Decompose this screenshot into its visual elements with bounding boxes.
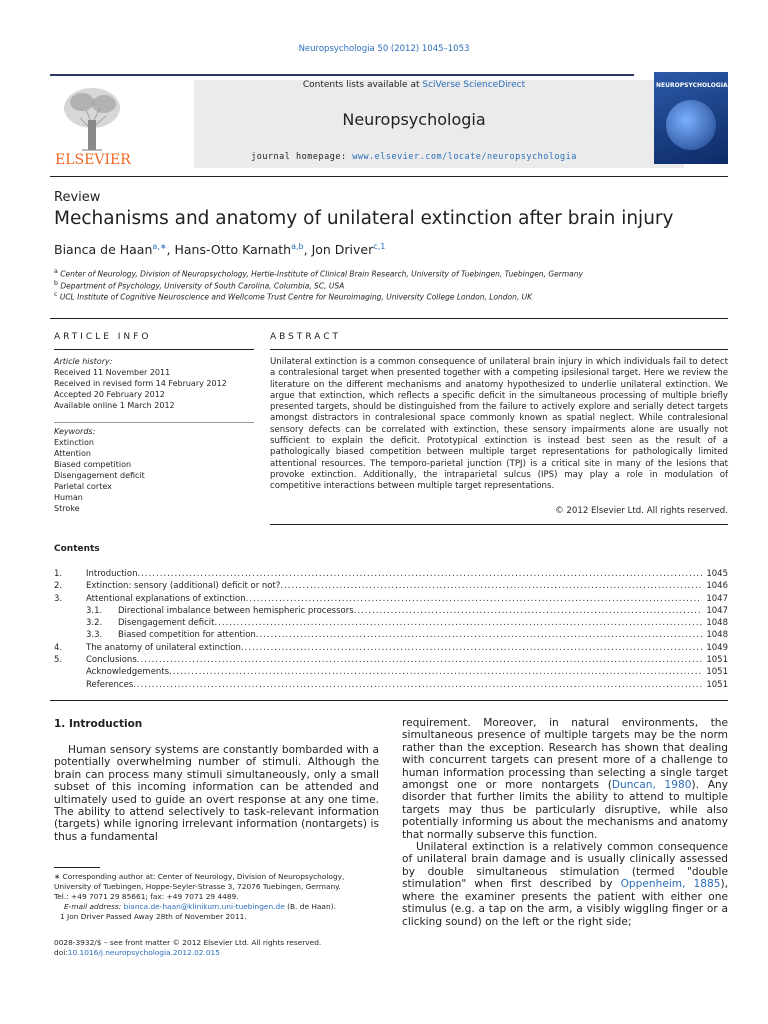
toc-leader	[133, 679, 702, 691]
toc-leader	[169, 666, 702, 678]
footnotes	[54, 872, 379, 922]
contents-heading: Contents	[54, 544, 100, 554]
toc-indent	[54, 605, 86, 617]
footnote-tel: Tel.: +49 7071 29 85661; fax: +49 7071 29 4489.	[54, 892, 239, 901]
abstract-copyright: © 2012 Elsevier Ltd. All rights reserved.	[555, 506, 728, 516]
publisher-logo-text: ELSEVIER	[55, 152, 131, 168]
toc-number: 3.1.	[86, 605, 103, 616]
cover-brain-image	[666, 100, 716, 150]
footnote-corresponding: ∗ Corresponding author at: Center of Neurology, Division of Neuropsychology, University of Tuebingen, Hoppe-Seyler-Strasse 3, 72076 Tuebingen, Germany.	[54, 872, 345, 891]
toc-label: Disengagement deficit	[118, 618, 215, 629]
toc-number: 3.2.	[86, 618, 103, 629]
abstract-rule	[270, 349, 728, 350]
author-list: Bianca de Haan$^{a,∗}$, Hans-Otto Karnath$^{a,b}$, Jon Driver$^{c,1}$	[54, 242, 386, 258]
paragraph: requirement. Moreover, in natural environments, the simultaneous presence of multiple targets may be the norm rather than the exception. Research has shown that dealing with concurrent targets can present more of a challenge to human information processing than selecting a single target amongst one or more nontargets (Duncan, 1980). Any disorder that further limits the ability to attend to multiple targets may thus be particularly disruptive, while also potentially informing us about the mechanisms and anatomy that normally subserve this function.	[402, 717, 728, 841]
toc-item[interactable]	[54, 654, 728, 666]
toc-item[interactable]	[54, 642, 728, 654]
contents-divider	[50, 700, 728, 701]
cover-title: NEUROPSYCHOLOGIA	[656, 82, 728, 89]
toc-label: References	[86, 679, 134, 690]
footnote-rule	[54, 867, 100, 868]
toc-number: 2.	[54, 581, 63, 592]
toc-label: Extinction: sensory (additional) deficit or not?	[86, 581, 281, 592]
author-name: Hans-Otto Karnath	[174, 242, 292, 258]
paragraph: Unilateral extinction is a relatively common consequence of unilateral brain damage and is usually clinically assessed by double simultaneous stimulation (termed "double stimulation" when first described by Oppenheim, 1885), where the examiner presents the patient with either one stimulus (e.g. a tap on the arm, a visibly wiggling finger or a clicking sound) on the left or the right side;	[402, 841, 728, 928]
toc-number: 3.	[54, 593, 63, 604]
toc-item[interactable]	[54, 593, 728, 605]
toc-page: 1045	[706, 569, 728, 579]
toc-label: Directional imbalance between hemispheric processors	[118, 605, 354, 616]
toc-page: 1046	[706, 581, 728, 592]
affiliation: $^a$ Center of Neurology, Division of Neuropsychology, Hertie-Institute of Clinical Brain Research, University of Tuebingen, Tuebingen, Germany	[54, 268, 583, 279]
toc-page: 1047	[706, 605, 728, 616]
article-title: Mechanisms and anatomy of unilateral extinction after brain injury	[54, 208, 674, 229]
article-info-heading: ARTICLE INFO	[54, 332, 152, 342]
header-divider	[50, 176, 728, 177]
toc-label: Biased competition for attention	[118, 630, 256, 641]
toc-leader	[256, 629, 702, 641]
article-type: Review	[54, 190, 101, 205]
table-of-contents	[54, 568, 728, 691]
homepage-link[interactable]: www.elsevier.com/locate/neuropsychologia	[352, 152, 577, 162]
paragraph: Human sensory systems are constantly bombarded with a potentially overwhelming number of stimuli. Although the brain can process many stimuli simultaneously, only a small subset of this incoming information can be attended and ultimately used to guide an overt response at any one time. The ability to attend selectively to task-relevant information (targets) while ignoring irrelevant information (nontargets) is thus a fundamental	[54, 744, 379, 843]
footnote-email: E-mail address: bianca.de-haan@klinikum.uni-tuebingen.de (B. de Haan).	[64, 902, 336, 911]
title-divider	[50, 318, 728, 319]
footnote-1: 1 Jon Driver Passed Away 28th of November 2011.	[60, 912, 247, 921]
homepage-prefix: journal homepage:	[251, 152, 353, 162]
toc-leader	[354, 605, 702, 617]
toc-item[interactable]	[54, 617, 728, 629]
toc-leader	[137, 568, 702, 580]
sciencedirect-link[interactable]: SciVerse ScienceDirect	[422, 80, 526, 90]
toc-label: The anatomy of unilateral extinction	[86, 642, 241, 653]
contents-prefix: Contents lists available at	[302, 80, 423, 90]
toc-page: 1051	[706, 667, 728, 678]
section-heading: 1. Introduction	[54, 718, 143, 730]
toc-number	[54, 679, 86, 691]
journal-cover	[654, 72, 728, 164]
toc-page: 1049	[706, 642, 728, 653]
doi-line: doi:10.1016/j.neuropsychologia.2012.02.015	[54, 948, 220, 957]
article-info-rule	[54, 349, 254, 350]
author-name: Bianca de Haan	[54, 242, 153, 258]
abstract-heading: ABSTRACT	[270, 332, 342, 342]
email-link[interactable]: bianca.de-haan@klinikum.uni-tuebingen.de	[123, 902, 285, 911]
toc-item[interactable]	[54, 666, 728, 678]
journal-name: Neuropsychologia	[342, 110, 486, 129]
issn-line: 0028-3932/$ – see front matter © 2012 Elsevier Ltd. All rights reserved.	[54, 938, 322, 947]
contents-available	[194, 80, 634, 90]
abstract-bottom-rule	[270, 524, 728, 525]
toc-leader	[246, 593, 702, 605]
front-matter	[54, 938, 454, 958]
toc-item[interactable]	[54, 580, 728, 592]
toc-leader	[241, 642, 702, 654]
citation-link[interactable]: Oppenheim, 1885	[620, 878, 721, 891]
toc-item[interactable]	[54, 568, 728, 580]
abstract-text: Unilateral extinction is a common consequence of unilateral brain injury in which individuals fail to detect a contralesional target when presented together with a competing ipsilesional target. Here we review the literature on the different mechanisms and anatomy hypothesized to underlie unilateral extinction. We argue that extinction, which reflects a specific deficit in the simultaneous processing of multiple briefly presented targets, should be distinguished from the failure to actively explore and serially detect targets amongst distractors in contralesional space commonly known as spatial neglect. While contralesional sensory defects can be correlated with extinction, these sensory impairments alone are usually not sufficient to explain the deficit. Prototypical extinction is instead best seen as the result of a pathologically biased competition between multiple target representations for pathologically limited attentional resources. The temporo-parietal junction (TPJ) is a critical site in many of the lesions that provoke extinction. Additionally, the intraparietal sulcus (IPS) may play a role in modulation of competitive interactions between multiple target representations.	[270, 357, 728, 492]
toc-label: Introduction	[86, 569, 138, 579]
toc-label: Attentional explanations of extinction	[86, 593, 246, 604]
toc-label: Conclusions	[86, 655, 137, 666]
right-column	[402, 717, 728, 928]
toc-page: 1048	[706, 618, 728, 629]
journal-reference[interactable]: Neuropsychologia 50 (2012) 1045–1053	[298, 44, 470, 54]
citation-link[interactable]: Duncan, 1980	[611, 779, 692, 792]
author-sup[interactable]: c,1	[373, 242, 386, 251]
toc-page: 1051	[706, 655, 728, 666]
toc-page: 1047	[706, 593, 728, 604]
author-sup[interactable]: a,∗	[152, 242, 167, 251]
toc-indent	[54, 617, 86, 629]
toc-number: 3.3.	[86, 630, 103, 641]
toc-item[interactable]	[54, 605, 728, 617]
toc-leader	[137, 654, 702, 666]
toc-page: 1048	[706, 630, 728, 641]
article-history: Article history: Received 11 November 2011 Received in revised form 14 February 2012 Accepted 20 February 2012 Available online 1 March 2012	[54, 357, 227, 410]
toc-number	[54, 666, 86, 678]
toc-leader	[280, 580, 702, 592]
toc-indent	[54, 629, 86, 641]
toc-number: 4.	[54, 642, 63, 653]
affiliation: $^b$ Department of Psychology, University of South Carolina, Columbia, SC, USA	[54, 280, 345, 291]
affiliation: $^c$ UCL Institute of Cognitive Neuroscience and Wellcome Trust Centre for Neuroimaging, University College London, London, UK	[54, 291, 533, 302]
keywords: Keywords: Extinction Attention Biased competition Disengagement deficit Parietal cortex Human Stroke	[54, 427, 145, 513]
toc-number: 1.	[54, 569, 63, 579]
toc-item[interactable]	[54, 629, 728, 641]
author-sup[interactable]: a,b	[291, 242, 304, 251]
journal-homepage	[194, 152, 634, 162]
left-column	[54, 744, 379, 843]
toc-label: Acknowledgements	[86, 667, 170, 678]
toc-leader	[214, 617, 702, 629]
toc-number: 5.	[54, 655, 63, 666]
toc-item[interactable]	[54, 679, 728, 691]
author-name: Jon Driver	[311, 242, 374, 258]
doi-link[interactable]: 10.1016/j.neuropsychologia.2012.02.015	[67, 948, 220, 957]
keywords-rule	[54, 422, 254, 423]
toc-page: 1051	[706, 679, 728, 690]
